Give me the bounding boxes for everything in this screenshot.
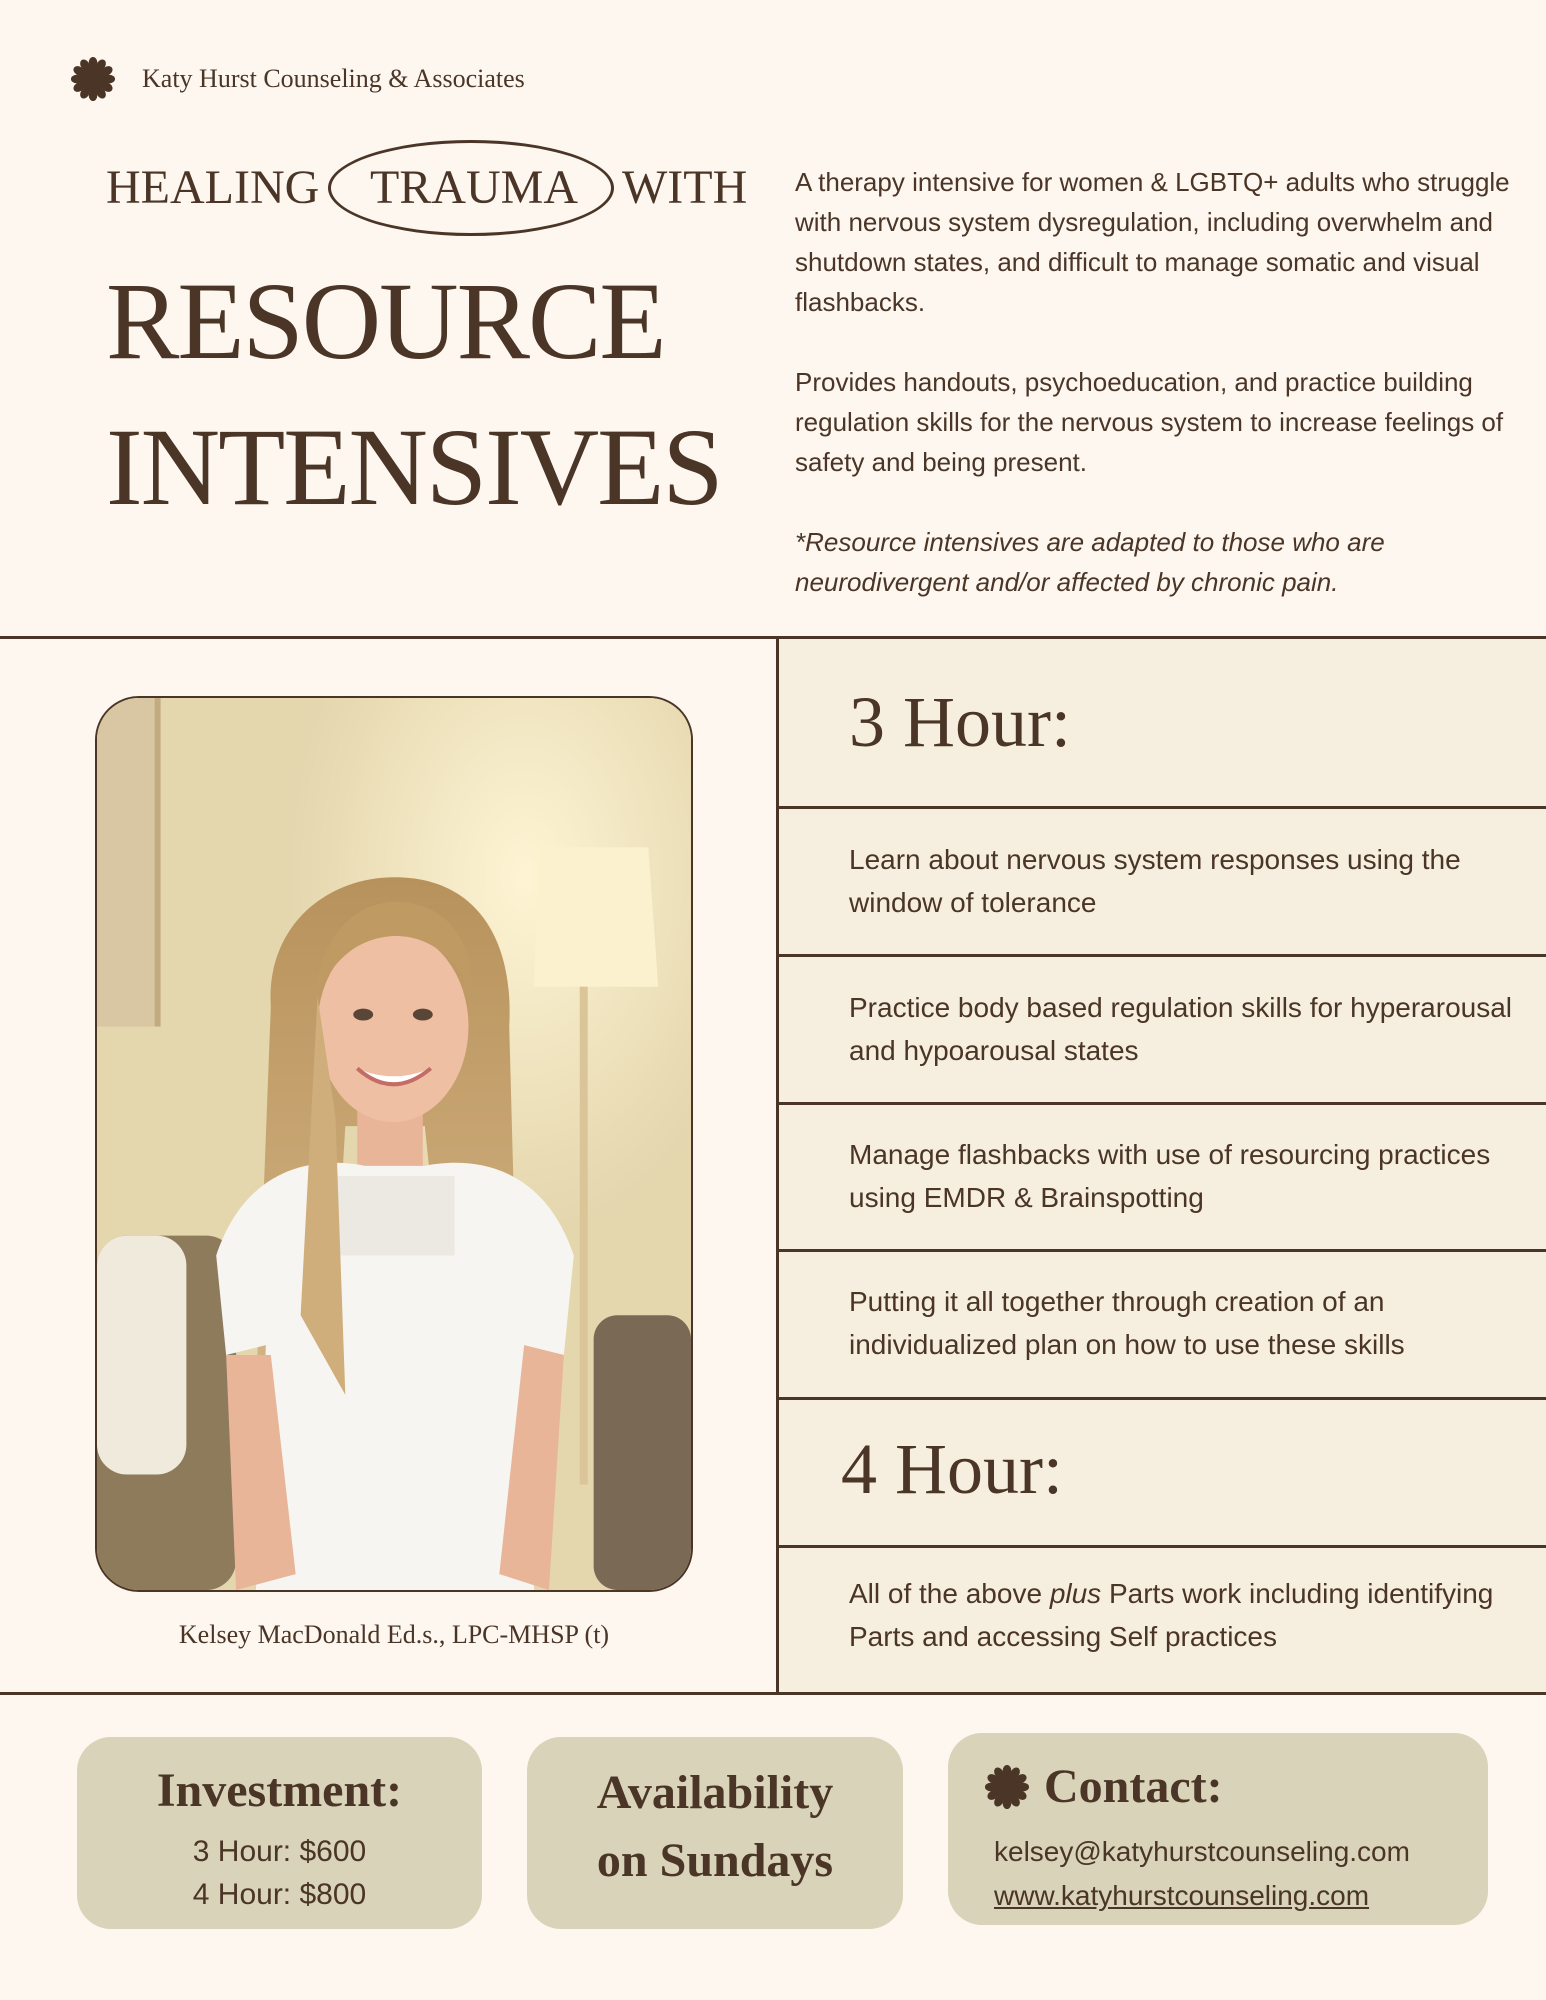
divider-vertical	[776, 636, 779, 1695]
photo-caption: Kelsey MacDonald Ed.s., LPC-MHSP (t)	[178, 1620, 610, 1649]
flower-sunburst-icon	[984, 1764, 1030, 1810]
title-healing: HEALING	[106, 161, 320, 214]
four-hour-heading-row	[779, 1400, 1546, 1548]
intro-paragraph-1: A therapy intensive for women & LGBTQ+ adults who struggle with nervous system dysregulation, including overwhelm and shutdown states, and difficult to manage somatic and visual flashbacks.	[795, 167, 1510, 317]
list-item-text: Practice body based regulation skills for hyperarousal and hypoarousal states	[849, 992, 1513, 1066]
contact-lines	[994, 1830, 1488, 1918]
intro-note: *Resource intensives are adapted to those who are neurodivergent and/or affected by chronic pain.	[795, 527, 1385, 597]
contact-website-link[interactable]: www.katyhurstcounseling.com	[994, 1880, 1370, 1911]
org-header	[70, 56, 525, 102]
four-hour-text-part: All of the above	[849, 1578, 1050, 1609]
availability-line-1: Availability	[596, 1766, 834, 1819]
availability-card	[527, 1737, 903, 1929]
list-item	[779, 1548, 1546, 1692]
list-item-text: Learn about nervous system responses using the window of tolerance	[849, 844, 1461, 918]
title-trauma: TRAUMA	[370, 161, 579, 214]
list-item	[779, 1105, 1546, 1252]
intensive-details-panel	[779, 639, 1546, 1692]
flower-sunburst-icon	[70, 56, 116, 102]
price-3-hour: 3 Hour: $600	[192, 1835, 367, 1868]
price-4-hour: 4 Hour: $800	[192, 1878, 367, 1911]
list-item	[779, 809, 1546, 957]
portrait-photo	[95, 696, 693, 1592]
investment-card	[77, 1737, 482, 1929]
divider-bottom	[0, 1692, 1546, 1695]
contact-title: Contact:	[1044, 1760, 1223, 1813]
investment-prices	[77, 1830, 482, 1916]
contact-header	[984, 1759, 1488, 1814]
contact-card	[948, 1733, 1488, 1925]
contact-email[interactable]: kelsey@katyhurstcounseling.com	[994, 1836, 1410, 1867]
title-resource: RESOURCE	[106, 260, 665, 382]
title-intensives: INTENSIVES	[106, 406, 722, 528]
list-item	[779, 1252, 1546, 1400]
four-hour-heading: 4 Hour:	[841, 1429, 1063, 1509]
four-hour-text-emphasis: plus	[1049, 1578, 1102, 1609]
list-item-text: Putting it all together through creation of an individualized plan on how to use these skills	[849, 1286, 1405, 1360]
availability-line-2: on Sundays	[596, 1834, 834, 1887]
portrait-illustration	[97, 698, 691, 1590]
four-hour-text	[849, 1572, 1516, 1658]
intro-paragraph-2: Provides handouts, psychoeducation, and practice building regulation skills for the nervous system to increase feelings of safety and being present.	[795, 367, 1504, 477]
four-hour-text-part: Parts work including identifying Parts and accessing Self practices	[849, 1578, 1494, 1652]
investment-title: Investment:	[156, 1764, 403, 1817]
org-name: Katy Hurst Counseling & Associates	[142, 64, 525, 93]
list-item	[779, 957, 1546, 1105]
three-hour-heading-row	[779, 639, 1546, 809]
title-line-1	[106, 140, 746, 240]
list-item-text: Manage flashbacks with use of resourcing practices using EMDR & Brainspotting	[849, 1139, 1491, 1213]
three-hour-heading: 3 Hour:	[849, 682, 1071, 762]
title-with: WITH	[622, 161, 748, 214]
intro-text	[795, 162, 1515, 642]
